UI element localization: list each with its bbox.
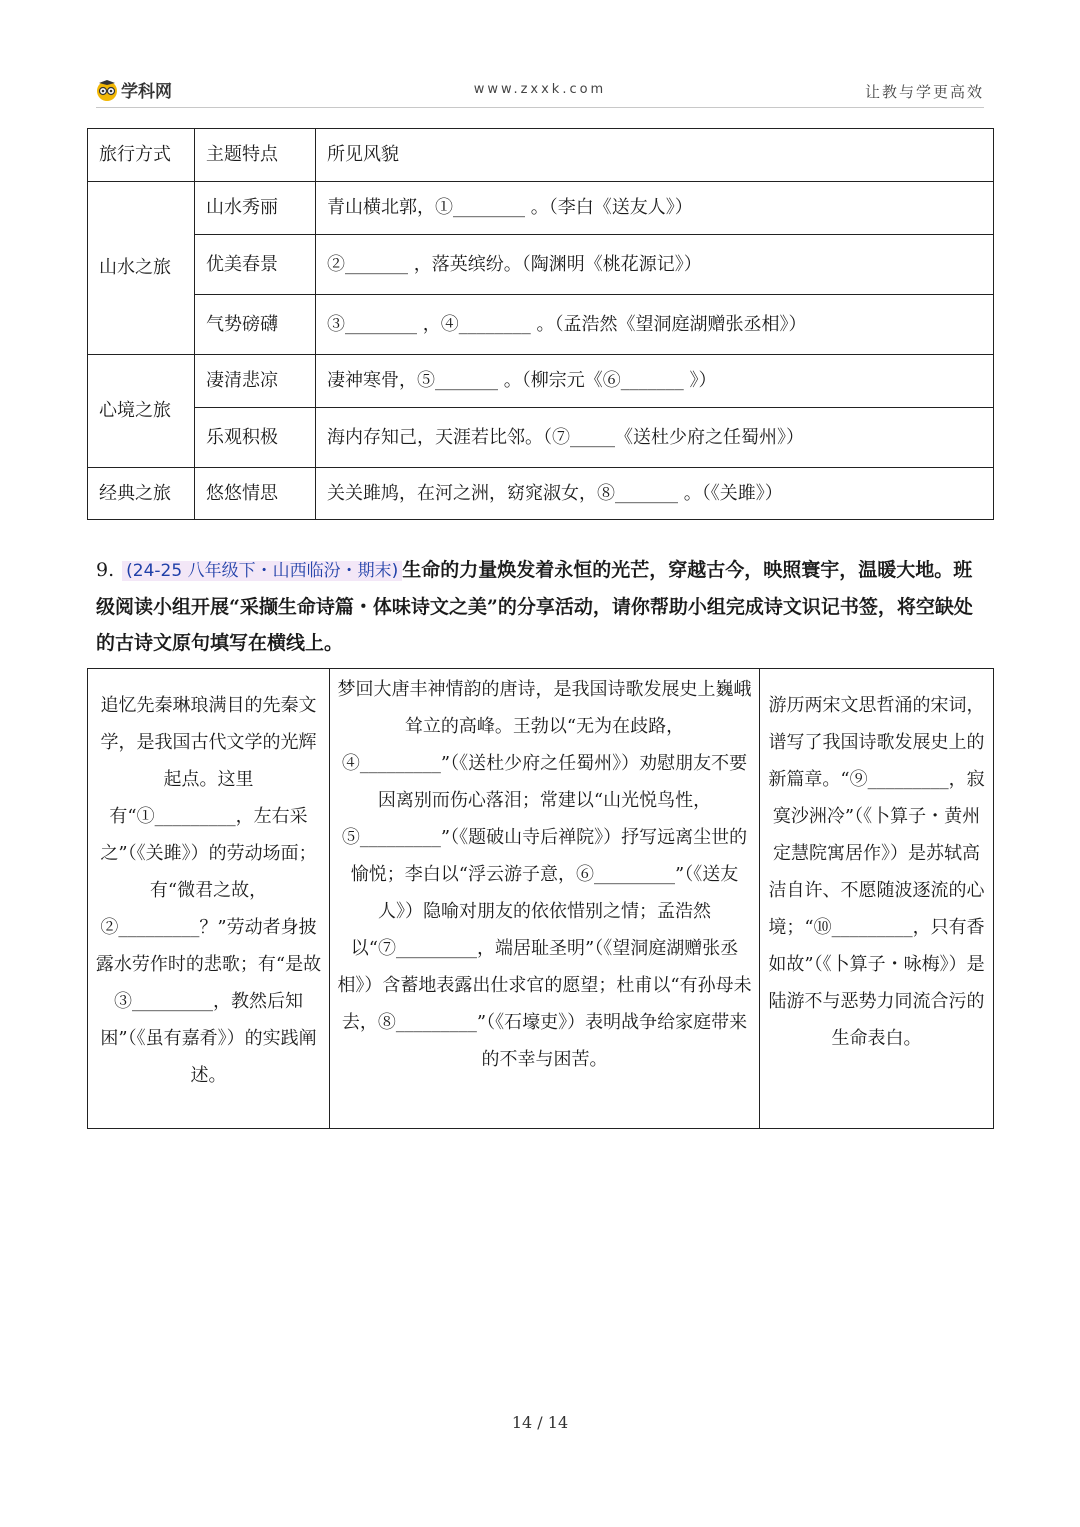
category-cell: 心境之旅 <box>88 355 195 468</box>
column-header: 旅行方式 <box>88 129 195 182</box>
table-row <box>88 468 994 520</box>
travel-poetry-table <box>87 128 994 520</box>
theme-cell: 乐观积极 <box>195 408 316 468</box>
question-text: 生命的力量焕发着永恒的光芒，穿越古今，映照寰宇，温暖大地。班级阅读小组开展“采撷生命诗篇・体味诗文之美”的分享活动，请你帮助小组完成诗文识记书签，将空缺处的古诗文原句填写在横线上。 <box>96 559 973 654</box>
table-header-row <box>88 129 994 182</box>
header-divider <box>96 107 984 108</box>
column-header: 所见风貌 <box>316 129 994 182</box>
bookmark-tang: 梦回大唐丰神情韵的唐诗，是我国诗歌发展史上巍峨耸立的高峰。王勃以“无为在歧路，④_________”（《送杜少府之任蜀州》）劝慰朋友不要因离别而伤心落泪；常建以“山光悦鸟性，⑤_________”（《题破山寺后禅院》）抒写远离尘世的愉悦；李白以“浮云游子意，⑥_________”（《送友人》）隐喻对朋友的依依惜别之情；孟浩然以“⑦_________，端居耻圣明”（《望洞庭湖赠张丞相》）含蓄地表露出仕求官的愿望；杜甫以“有孙母未去，⑧_________”（《石壕吏》）表明战争给家庭带来的不幸与困苦。 <box>330 669 760 1129</box>
table-row <box>88 295 994 355</box>
site-url[interactable]: www.zxxk.com <box>473 82 607 97</box>
theme-cell: 山水秀丽 <box>195 182 316 235</box>
theme-cell: 悠悠情思 <box>195 468 316 520</box>
content-cell: ②_______ ，落英缤纷。（陶渊明《桃花源记》） <box>316 235 994 295</box>
site-slogan: 让教与学更高效 <box>864 83 984 101</box>
table-row <box>88 235 994 295</box>
bookmark-row <box>88 669 994 1129</box>
table-row <box>88 408 994 468</box>
table-row <box>88 182 994 235</box>
bookmark-song: 游历两宋文思哲涌的宋词，谱写了我国诗歌发展史上的新篇章。“⑨_________，寂寞沙洲冷”（《卜算子・黄州定慧院寓居作》）是苏轼高洁自许、不愿随波逐流的心境；“⑩_________，只有香如故”（《卜算子・咏梅》）是陆游不与恶势力同流合污的生命表白。 <box>760 669 994 1129</box>
content-cell: 海内存知己，天涯若比邻。（⑦_____《送杜少府之任蜀州》） <box>316 408 994 468</box>
logo-text: 学科网 <box>121 82 172 102</box>
question-number: 9. <box>96 559 115 581</box>
content-cell: 青山横北郭，①________ 。（李白《送友人》） <box>316 182 994 235</box>
content-cell: ③________ ，④________ 。（孟浩然《望洞庭湖赠张丞相》） <box>316 295 994 355</box>
question-source-tag[interactable]: (24-25 八年级下・山西临汾・期末) <box>122 561 402 581</box>
question-9 <box>96 552 984 661</box>
content-cell: 凄神寒骨，⑤_______ 。（柳宗元《⑥_______ 》） <box>316 355 994 408</box>
bookmark-pre-qin: 追忆先秦琳琅满目的先秦文学，是我国古代文学的光辉起点。这里有“①_________，左右采之”（《关雎》）的劳动场面；有“微君之故，②_________？”劳动者身披露水劳作时的悲歌；有“是故③_________，教然后知困”（《虽有嘉肴》）的实践阐述。 <box>88 669 330 1129</box>
category-cell: 山水之旅 <box>88 182 195 355</box>
theme-cell: 优美春景 <box>195 235 316 295</box>
theme-cell: 气势磅礴 <box>195 295 316 355</box>
bookmark-table <box>87 668 994 1129</box>
column-header: 主题特点 <box>195 129 316 182</box>
page-number: 14 / 14 <box>511 1413 569 1432</box>
page-header <box>96 74 984 108</box>
table-row <box>88 355 994 408</box>
category-cell: 经典之旅 <box>88 468 195 520</box>
content-cell: 关关雎鸠，在河之洲，窈窕淑女，⑧_______ 。（《关雎》） <box>316 468 994 520</box>
theme-cell: 凄清悲凉 <box>195 355 316 408</box>
